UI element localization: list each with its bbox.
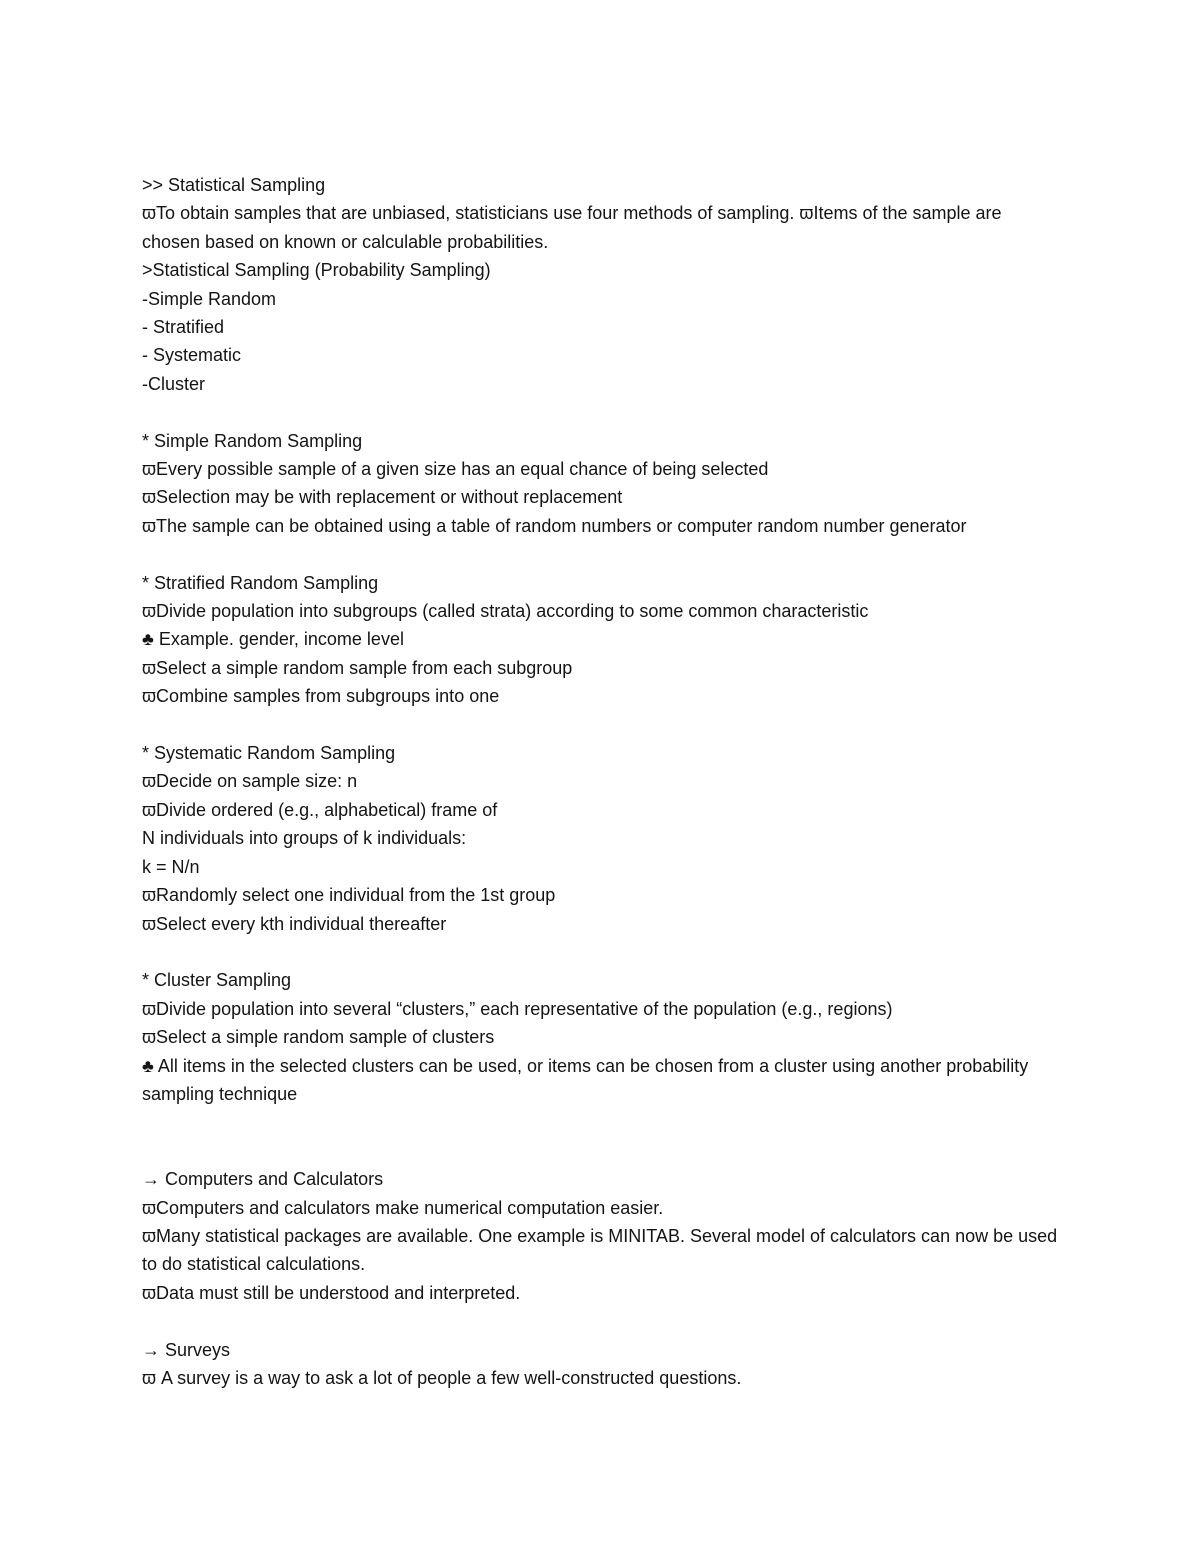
heading-simple-random-sampling: * Simple Random Sampling (142, 430, 363, 451)
heading-surveys: → Surveys (142, 1339, 231, 1360)
spacer (142, 711, 1062, 739)
bullet-example-gender: ♣ Example. gender, income level (142, 629, 404, 650)
spacer (142, 540, 1062, 568)
bullet-every-kth: ϖSelect every kth individual thereafter (142, 913, 447, 934)
heading-computers-calculators: → Computers and Calculators (142, 1169, 384, 1190)
bullet-survey-definition: ϖ A survey is a way to ask a lot of people a few well-constructed questions. (142, 1367, 742, 1388)
bullet-sample-size: ϖDecide on sample size: n (142, 771, 358, 792)
text-n-individuals: N individuals into groups of k individuals: (142, 828, 467, 849)
heading-systematic-random-sampling: * Systematic Random Sampling (142, 743, 396, 764)
list-item-systematic: - Systematic (142, 345, 242, 366)
bullet-replacement: ϖSelection may be with replacement or without replacement (142, 487, 623, 508)
bullet-computation-easier: ϖComputers and calculators make numerical computation easier. (142, 1197, 664, 1218)
bullet-divide-clusters: ϖDivide population into several “clusters,” each representative of the population (e.g., regions) (142, 998, 893, 1019)
list-item-cluster: -Cluster (142, 373, 206, 394)
bullet-combine-samples: ϖCombine samples from subgroups into one (142, 686, 500, 707)
text-formula-k: k = N/n (142, 856, 200, 877)
bullet-select-each-subgroup: ϖSelect a simple random sample from each subgroup (142, 657, 573, 678)
document-body (142, 171, 1062, 1392)
bullet-select-clusters: ϖSelect a simple random sample of clusters (142, 1027, 495, 1048)
bullet-random-number-table: ϖThe sample can be obtained using a table of random numbers or computer random number generator (142, 515, 967, 536)
heading-probability-sampling: >Statistical Sampling (Probability Sampling) (142, 260, 491, 281)
bullet-divide-strata: ϖDivide population into subgroups (called strata) according to some common characteristic (142, 601, 869, 622)
list-item-stratified: - Stratified (142, 317, 225, 338)
spacer (142, 1307, 1062, 1335)
bullet-statistical-packages: ϖMany statistical packages are available. One example is MINITAB. Several model of calculators can now be used to do statistical calculations. (142, 1225, 1063, 1275)
heading-stratified-random-sampling: * Stratified Random Sampling (142, 572, 379, 593)
bullet-equal-chance: ϖEvery possible sample of a given size has an equal chance of being selected (142, 459, 769, 480)
list-item-simple-random: -Simple Random (142, 288, 277, 309)
heading-statistical-sampling: >> Statistical Sampling (142, 175, 326, 195)
bullet-divide-ordered-frame: ϖDivide ordered (e.g., alphabetical) frame of (142, 799, 498, 820)
bullet-randomly-select: ϖRandomly select one individual from the 1st group (142, 885, 556, 906)
bullet-data-understood: ϖData must still be understood and interpreted. (142, 1282, 521, 1303)
heading-cluster-sampling: * Cluster Sampling (142, 970, 292, 991)
spacer (142, 938, 1062, 966)
paragraph-unbiased-samples: ϖTo obtain samples that are unbiased, statisticians use four methods of sampling. ϖItems of the sample are chosen based on known or calculable probabilities. (142, 203, 1007, 252)
spacer (142, 398, 1062, 426)
spacer (142, 1108, 1062, 1165)
bullet-all-items: ♣ All items in the selected clusters can be used, or items can be chosen from a cluster using another probability sampling technique (142, 1055, 1034, 1104)
